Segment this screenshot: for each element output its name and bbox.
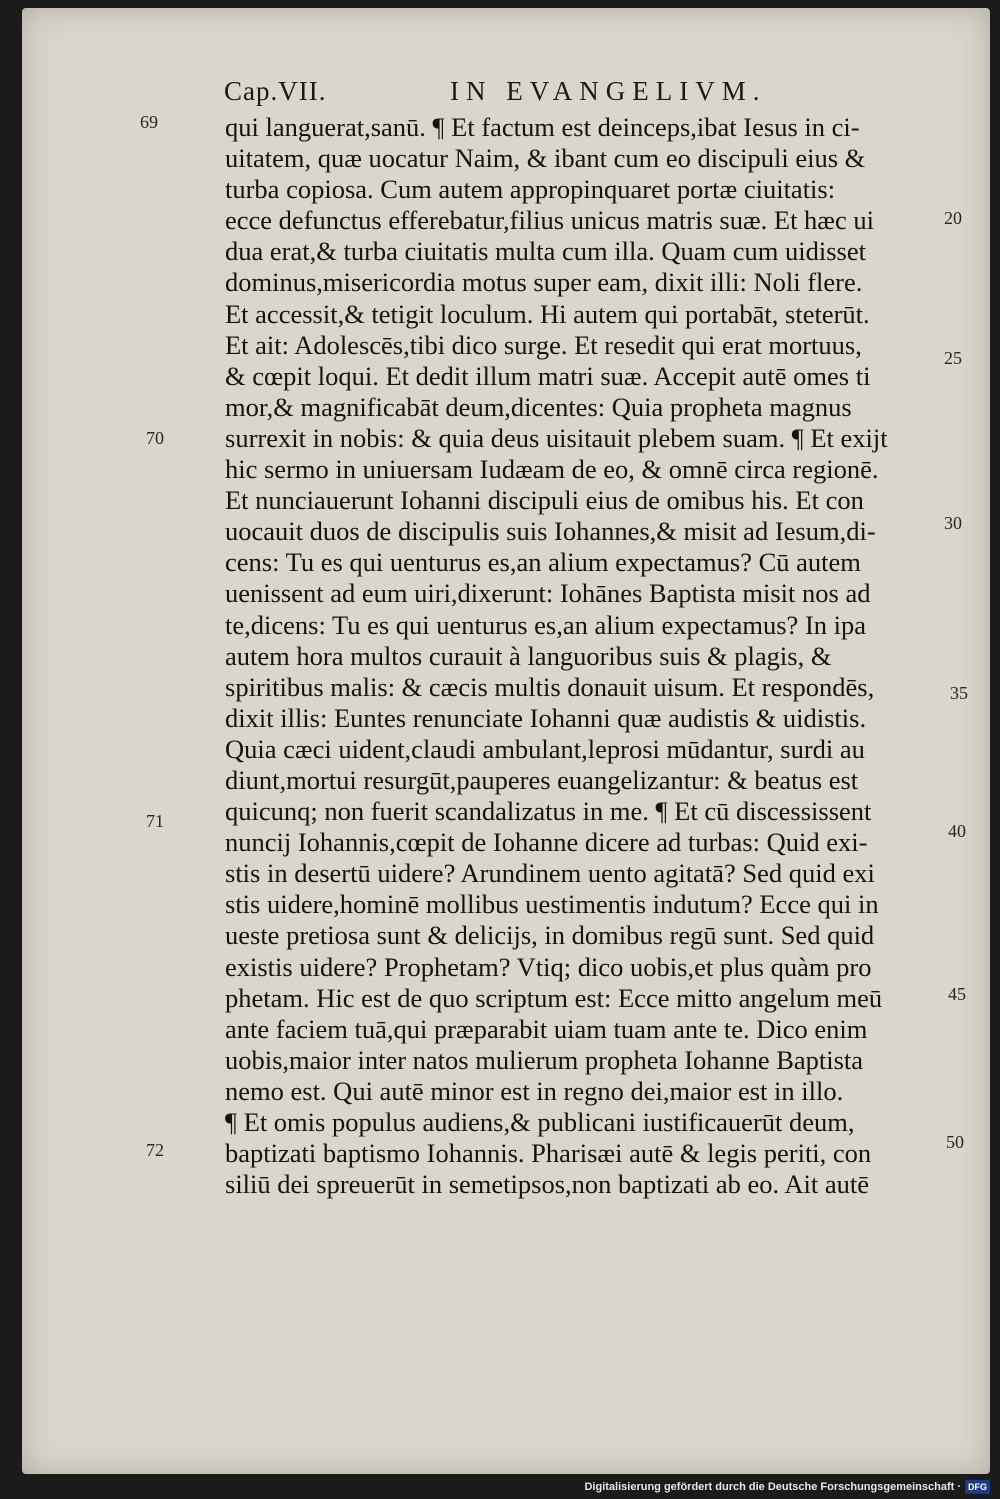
text-line: ante faciem tuā,qui præparabit uiam tuam ante te. Dico enim: [225, 1013, 868, 1044]
text-line: dominus,misericordia motus super eam, dixit illi: Noli flere.: [225, 267, 863, 298]
text-line: diunt,mortui resurgūt,pauperes euangelizantur: & beatus est: [225, 764, 859, 795]
text-line: qui languerat,sanū. ¶ Et factum est deinceps,ibat Iesus in ci-: [225, 112, 860, 142]
text-line: uenissent ad eum uiri,dixerunt: Iohānes Baptista misit nos ad: [225, 578, 871, 609]
dfg-logo: DFG: [965, 1480, 990, 1494]
text-line: uobis,maior inter natos mulierum propheta Iohanne Baptista: [225, 1044, 864, 1075]
margin-number-left: 70: [146, 428, 164, 448]
text-line: uitatem, quæ uocatur Naim, & ibant cum eo discipuli eius &: [225, 143, 866, 174]
text-line: siliū dei spreuerūt in semetipsos,non baptizati ab eo. Ait autē: [225, 1169, 869, 1200]
text-line: phetam. Hic est de quo scriptum est: Ecce mitto angelum meū: [225, 982, 883, 1013]
text-line: nemo est. Qui autē minor est in regno dei,maior est in illo.: [225, 1075, 844, 1106]
margin-number-left: 69: [140, 112, 158, 132]
text-line: stis uidere,hominē mollibus uestimentis indutum? Ecce qui in: [225, 889, 879, 920]
text-line: dixit illis: Euntes renunciate Iohanni quæ audistis & uidistis.: [225, 702, 867, 733]
text-line: Quia cæci uident,claudi ambulant,leprosi mūdantur, surdi au: [225, 733, 865, 764]
text-line: te,dicens: Tu es qui uenturus es,an alium expectamus? In ipa: [225, 609, 867, 640]
text-line: mor,& magnificabāt deum,dicentes: Quia propheta magnus: [225, 391, 852, 422]
digitization-credit: [584, 1479, 990, 1495]
running-title: IN EVANGELIVM.: [450, 76, 767, 106]
margin-number-right: 40: [948, 821, 966, 841]
chapter-label: Cap.VII.: [224, 76, 327, 106]
text-line: autem hora multos curauit à languoribus suis & plagis, &: [225, 640, 832, 671]
text-line: dua erat,& turba ciuitatis multa cum illa. Quam cum uidisset: [225, 236, 866, 267]
text-line: ueste pretiosa sunt & delicijs, in domibus regū sunt. Sed quid: [225, 920, 875, 951]
text-line: stis in desertū uidere? Arundinem uento agitatā? Sed quid exi: [225, 858, 875, 889]
text-line: cens: Tu es qui uenturus es,an alium expectamus? Cū autem: [225, 547, 861, 578]
body-text: [225, 112, 970, 1200]
text-line: baptizati baptismo Iohannis. Pharisæi autē & legis periti, con: [225, 1138, 872, 1169]
text-line: Et nunciauerunt Iohanni discipuli eius de omibus his. Et con: [225, 485, 864, 516]
text-line: nuncij Iohannis,cœpit de Iohanne dicere ad turbas: Quid exi-: [225, 827, 868, 858]
margin-number-right: 30: [944, 513, 962, 533]
margin-number-left: 71: [146, 811, 164, 831]
margin-number-left: 72: [146, 1140, 164, 1160]
margin-number-right: 45: [948, 984, 966, 1004]
text-line: uocauit duos de discipulis suis Iohannes,& misit ad Iesum,di-: [225, 516, 876, 547]
margin-number-right: 35: [950, 683, 968, 703]
text-line: quicunq; non fuerit scandalizatus in me. ¶ Et cū discessissent: [225, 796, 872, 827]
text-line: & cœpit loqui. Et dedit illum matri suæ. Accepit autē omes ti: [225, 360, 871, 391]
text-line: Et ait: Adolescēs,tibi dico surge. Et resedit qui erat mortuus,: [225, 329, 862, 360]
book-page: [22, 8, 990, 1474]
text-line: spiritibus malis: & cæcis multis donauit uisum. Et respondēs,: [225, 671, 875, 702]
margin-number-right: 25: [944, 348, 962, 368]
text-line: turba copiosa. Cum autem appropinquaret portæ ciuitatis:: [225, 174, 836, 205]
margin-number-right: 20: [944, 208, 962, 228]
margin-number-right: 50: [946, 1132, 964, 1152]
credit-text: Digitalisierung gefördert durch die Deutsche Forschungsgemeinschaft ·: [584, 1481, 961, 1493]
text-line: ¶ Et omis populus audiens,& publicani iustificauerūt deum,: [225, 1107, 855, 1137]
text-line: ecce defunctus efferebatur,filius unicus matris suæ. Et hæc ui: [225, 205, 874, 236]
text-line: surrexit in nobis: & quia deus uisitauit plebem suam. ¶ Et exijt: [225, 422, 888, 453]
text-line: hic sermo in uniuersam Iudæam de eo, & omnē circa regionē.: [225, 454, 879, 485]
page-header: [224, 76, 864, 110]
text-line: existis uidere? Prophetam? Vtiq; dico uobis,et plus quàm pro: [225, 951, 872, 982]
text-line: Et accessit,& tetigit loculum. Hi autem qui portabāt, steterūt.: [225, 298, 870, 329]
